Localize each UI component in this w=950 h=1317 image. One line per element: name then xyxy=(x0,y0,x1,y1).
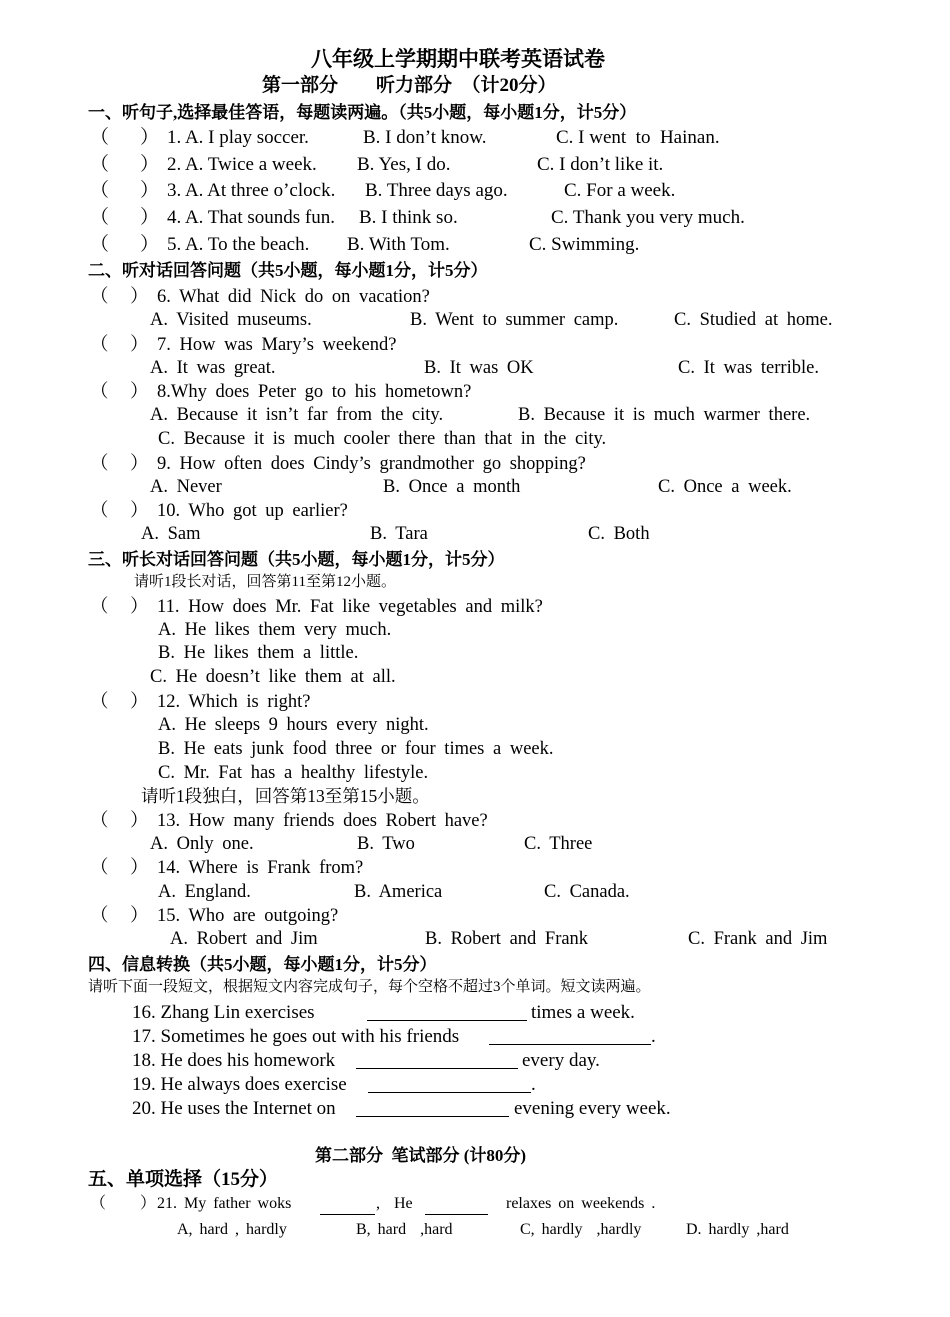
answer-paren-open[interactable]: （ xyxy=(90,501,109,521)
option-a: 3. A. At three o’clock. xyxy=(167,180,336,201)
section-5-header: 五、单项选择（15分） xyxy=(88,1169,279,1190)
section-3-note-2: 请听1段独白，回答第13至第15小题。 xyxy=(141,786,430,806)
question-text-start: 21. My father woks xyxy=(157,1195,292,1212)
option-b: B. Because it is much warmer there. xyxy=(518,405,811,425)
answer-paren-open[interactable]: （ xyxy=(90,127,110,148)
option-b: B. With Tom. xyxy=(347,234,450,255)
option-c: C. Canada. xyxy=(544,882,630,902)
answer-paren-close: ） xyxy=(130,906,149,926)
section-2-header: 二、听对话回答问题（共5小题，每小题1分，计5分） xyxy=(88,261,488,280)
option-c: C. Mr. Fat has a healthy lifestyle. xyxy=(158,763,429,783)
answer-paren-open[interactable]: （ xyxy=(90,154,110,175)
answer-paren-close: ） xyxy=(130,287,149,307)
fill-suffix: times a week. xyxy=(531,1002,635,1023)
option-a: A. Because it isn’t far from the city. xyxy=(150,405,444,425)
option-c: C, hardly ,hardly xyxy=(520,1221,642,1238)
answer-blank[interactable] xyxy=(367,1006,527,1021)
question-text: 11. How does Mr. Fat like vegetables and milk? xyxy=(157,597,543,617)
question-text: 12. Which is right? xyxy=(157,692,311,712)
answer-blank[interactable] xyxy=(368,1078,531,1093)
section-3-note-1: 请听1段长对话，回答第11至第12小题。 xyxy=(134,574,396,590)
option-a: A. Visited museums. xyxy=(150,310,312,330)
option-a: A. Robert and Jim xyxy=(170,929,318,949)
section-4-header: 四、信息转换（共5小题，每小题1分，计5分） xyxy=(88,955,437,974)
answer-blank-1[interactable] xyxy=(320,1200,375,1215)
fill-suffix: . xyxy=(651,1026,656,1047)
question-text-end: relaxes on weekends . xyxy=(506,1195,656,1212)
fill-prompt: 19. He always does exercise xyxy=(132,1074,347,1095)
option-c: C. Swimming. xyxy=(529,234,640,255)
option-c: C. Three xyxy=(524,834,593,854)
option-a: 5. A. To the beach. xyxy=(167,234,310,255)
option-c: C. Both xyxy=(588,524,650,544)
answer-paren-open[interactable]: （ xyxy=(90,597,109,617)
option-b: B. Tara xyxy=(370,524,428,544)
option-c: C. He doesn’t like them at all. xyxy=(150,667,396,687)
option-a: A. It was great. xyxy=(150,358,276,378)
fill-suffix: evening every week. xyxy=(514,1098,671,1119)
answer-paren-close: ） xyxy=(130,382,149,402)
answer-blank[interactable] xyxy=(356,1102,509,1117)
option-b: B. America xyxy=(354,882,443,902)
option-b: B. Yes, I do. xyxy=(357,154,451,175)
option-a: A. England. xyxy=(158,882,251,902)
option-c: C. I went to Hainan. xyxy=(556,127,720,148)
question-text: 9. How often does Cindy’s grandmother go shopping? xyxy=(157,454,586,474)
fill-suffix: every day. xyxy=(522,1050,600,1071)
option-b: B. Robert and Frank xyxy=(425,929,589,949)
question-text: 15. Who are outgoing? xyxy=(157,906,339,926)
option-c: C. Because it is much cooler there than that in the city. xyxy=(158,429,607,449)
answer-blank-2[interactable] xyxy=(425,1200,488,1215)
answer-paren-close: ） xyxy=(140,180,160,201)
answer-paren-close: ） xyxy=(130,811,149,831)
answer-paren-open[interactable]: （ xyxy=(90,335,109,355)
answer-paren-open[interactable]: （ xyxy=(90,858,109,878)
fill-prompt: 20. He uses the Internet on xyxy=(132,1098,336,1119)
option-b: B. Three days ago. xyxy=(365,180,508,201)
option-c: C. I don’t like it. xyxy=(537,154,664,175)
option-b: B. He likes them a little. xyxy=(158,643,359,663)
option-b: B. I don’t know. xyxy=(363,127,487,148)
section-4-note: 请听下面一段短文，根据短文内容完成句子，每个空格不超过3个单词。短文读两遍。 xyxy=(88,979,651,995)
fill-prompt: 16. Zhang Lin exercises xyxy=(132,1002,315,1023)
exam-title: 八年级上学期期中联考英语试卷 xyxy=(311,47,605,71)
part-one-heading: 第一部分 听力部分 （计20分） xyxy=(262,75,557,96)
answer-paren-open[interactable]: （ xyxy=(90,1195,107,1212)
answer-paren-close: ） xyxy=(140,154,160,175)
answer-blank[interactable] xyxy=(489,1030,651,1045)
fill-prompt: 18. He does his homework xyxy=(132,1050,336,1071)
answer-paren-close: ） xyxy=(130,501,149,521)
answer-paren-open[interactable]: （ xyxy=(90,811,109,831)
option-c: C. Once a week. xyxy=(658,477,792,497)
option-a: A. He likes them very much. xyxy=(158,620,392,640)
answer-paren-close: ） xyxy=(130,454,149,474)
answer-paren-open[interactable]: （ xyxy=(90,180,110,201)
answer-paren-open[interactable]: （ xyxy=(90,207,110,228)
option-b: B. Two xyxy=(357,834,415,854)
option-d: D. hardly ,hard xyxy=(686,1221,789,1238)
option-b: B. He eats junk food three or four times a week. xyxy=(158,739,554,759)
option-b: B. Once a month xyxy=(383,477,521,497)
option-a: A. Never xyxy=(150,477,222,497)
fill-prompt: 17. Sometimes he goes out with his friends xyxy=(132,1026,460,1047)
option-a: A, hard , hardly xyxy=(177,1221,287,1238)
answer-paren-open[interactable]: （ xyxy=(90,234,110,255)
option-a: A. Sam xyxy=(141,524,201,544)
option-b: B, hard ,hard xyxy=(356,1221,453,1238)
answer-paren-close: ） xyxy=(130,597,149,617)
question-text: 8.Why does Peter go to his hometown? xyxy=(157,382,472,402)
answer-paren-close: ） xyxy=(140,234,160,255)
option-c: C. Thank you very much. xyxy=(551,207,745,228)
question-text: 7. How was Mary’s weekend? xyxy=(157,335,397,355)
answer-paren-close: ） xyxy=(130,692,149,712)
answer-paren-open[interactable]: （ xyxy=(90,906,109,926)
answer-blank[interactable] xyxy=(356,1054,518,1069)
option-a: A. He sleeps 9 hours every night. xyxy=(158,715,429,735)
option-a: 1. A. I play soccer. xyxy=(167,127,309,148)
question-text: 13. How many friends does Robert have? xyxy=(157,811,488,831)
answer-paren-close: ） xyxy=(140,127,160,148)
option-b: B. It was OK xyxy=(424,358,534,378)
option-b: B. Went to summer camp. xyxy=(410,310,619,330)
option-a: A. Only one. xyxy=(150,834,254,854)
section-3-header: 三、听长对话回答问题（共5小题，每小题1分，计5分） xyxy=(88,550,505,569)
question-text: 6. What did Nick do on vacation? xyxy=(157,287,430,307)
question-text: 14. Where is Frank from? xyxy=(157,858,364,878)
part-two-heading: 第二部分 笔试部分 (计80分) xyxy=(315,1146,527,1165)
option-b: B. I think so. xyxy=(359,207,458,228)
answer-paren-close: ） xyxy=(130,335,149,355)
answer-paren-open[interactable]: （ xyxy=(90,454,109,474)
option-c: C. For a week. xyxy=(564,180,676,201)
answer-paren-open[interactable]: （ xyxy=(90,382,109,402)
fill-suffix: . xyxy=(531,1074,536,1095)
answer-paren-open[interactable]: （ xyxy=(90,287,109,307)
option-c: C. It was terrible. xyxy=(678,358,819,378)
option-a: 2. A. Twice a week. xyxy=(167,154,317,175)
question-text-mid: , He xyxy=(376,1195,413,1212)
question-text: 10. Who got up earlier? xyxy=(157,501,348,521)
option-c: C. Frank and Jim xyxy=(688,929,828,949)
option-a: 4. A. That sounds fun. xyxy=(167,207,336,228)
answer-paren-close: ） xyxy=(130,858,149,878)
answer-paren-close: ） xyxy=(140,1195,157,1212)
answer-paren-open[interactable]: （ xyxy=(90,692,109,712)
answer-paren-close: ） xyxy=(140,207,160,228)
option-c: C. Studied at home. xyxy=(674,310,833,330)
section-1-header: 一、听句子,选择最佳答语，每题读两遍。（共5小题，每小题1分，计5分） xyxy=(88,103,637,122)
